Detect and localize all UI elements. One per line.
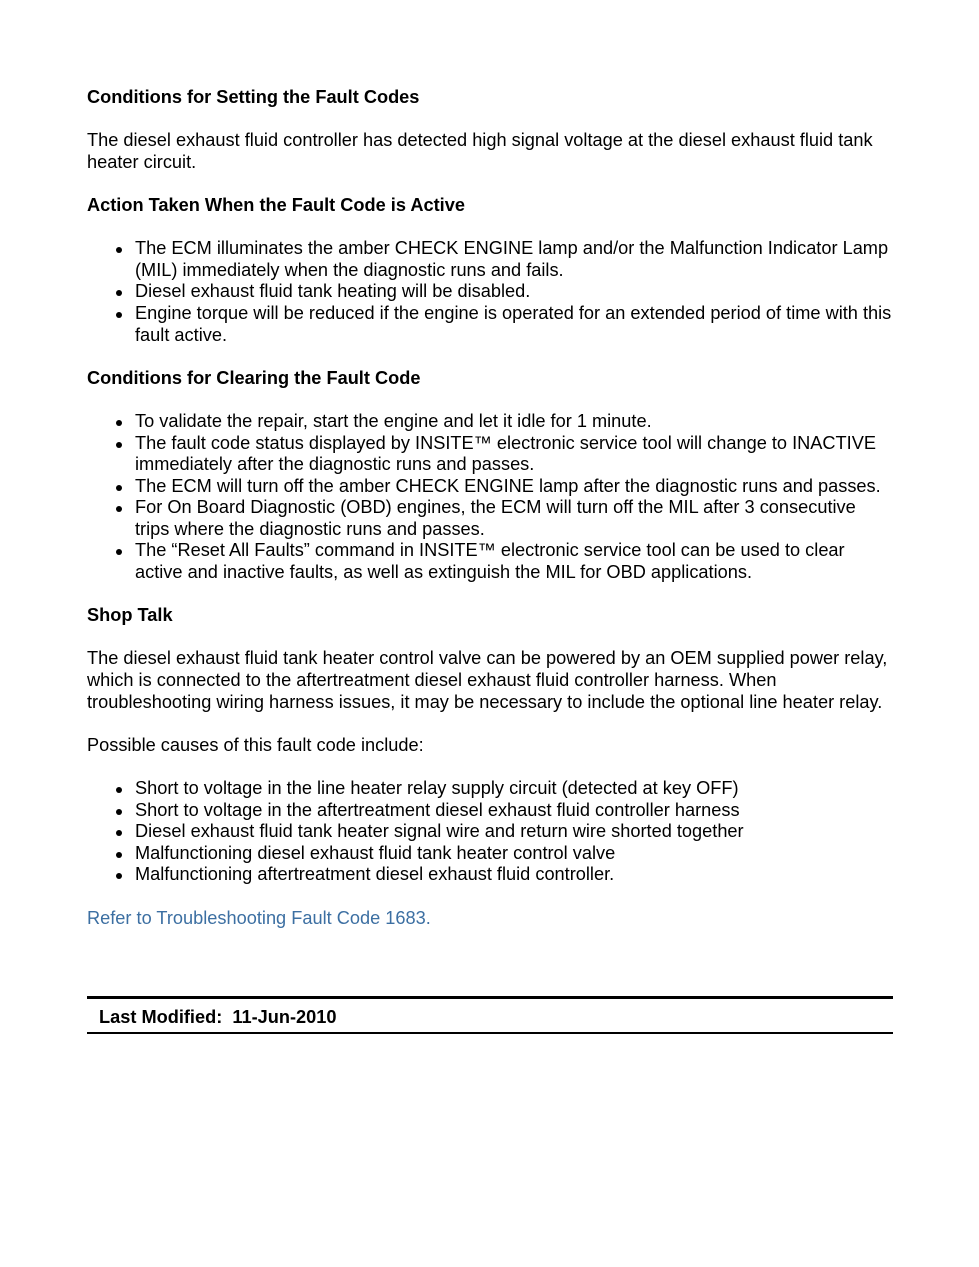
bullet-icon <box>116 485 122 491</box>
bullet-icon <box>116 852 122 858</box>
list-item <box>135 800 893 822</box>
list-item <box>135 303 893 346</box>
list-item <box>135 497 893 540</box>
list-item <box>135 864 893 886</box>
list-item <box>135 238 893 281</box>
bullet-icon <box>116 247 122 253</box>
bullet-icon <box>116 873 122 879</box>
list-item-text: The ECM illuminates the amber CHECK ENGINE lamp and/or the Malfunction Indicator Lamp (MIL) immediately when the diagnostic runs and fails. <box>135 238 889 280</box>
list-item-text: The ECM will turn off the amber CHECK ENGINE lamp after the diagnostic runs and passes. <box>135 475 881 496</box>
list-item-text: Malfunctioning diesel exhaust fluid tank heater control valve <box>135 842 616 863</box>
bullet-icon <box>116 549 122 555</box>
list-item-text: For On Board Diagnostic (OBD) engines, the ECM will turn off the MIL after 3 consecutive trips where the diagnostic runs and passes. <box>135 497 856 539</box>
troubleshooting-link[interactable]: Refer to Troubleshooting Fault Code 1683. <box>87 907 431 928</box>
bullet-icon <box>116 830 122 836</box>
heading-clearing-conditions: Conditions for Clearing the Fault Code <box>87 367 421 388</box>
list-item <box>135 843 893 865</box>
bullet-icon <box>116 787 122 793</box>
list-item-text: Malfunctioning aftertreatment diesel exhaust fluid controller. <box>135 864 615 885</box>
setting-conditions-text: The diesel exhaust fluid controller has detected high signal voltage at the diesel exhaust fluid tank heater circuit. <box>87 130 873 172</box>
bullet-icon <box>116 506 122 512</box>
list-item <box>135 411 893 433</box>
list-item-text: Short to voltage in the aftertreatment diesel exhaust fluid controller harness <box>135 799 740 820</box>
heading-shop-talk: Shop Talk <box>87 605 173 626</box>
list-item <box>135 476 893 498</box>
list-item-text: The “Reset All Faults” command in INSITE™ electronic service tool can be used to clear active and inactive faults, as well as extinguish the MIL for OBD applications. <box>135 540 845 583</box>
list-item-text: Engine torque will be reduced if the engine is operated for an extended period of time with this fault active. <box>135 302 892 345</box>
document-body <box>87 87 893 929</box>
shop-talk-text: The diesel exhaust fluid tank heater control valve can be powered by an OEM supplied power relay, which is connected to the aftertreatment diesel exhaust fluid controller harness. When troubleshooting wiring harness issues, it may be necessary to include the optional line heater relay. <box>87 648 888 712</box>
action-taken-list <box>87 238 893 346</box>
list-item-text: Diesel exhaust fluid tank heating will be disabled. <box>135 281 531 302</box>
list-item-text: To validate the repair, start the engine and let it idle for 1 minute. <box>135 410 652 431</box>
bullet-icon <box>116 290 122 296</box>
list-item <box>135 281 893 303</box>
last-modified-text: Last Modified: 11-Jun-2010 <box>99 1007 337 1027</box>
bullet-icon <box>116 420 122 426</box>
bullet-icon <box>116 312 122 318</box>
list-item-text: The fault code status displayed by INSITE™ electronic service tool will change to INACTIVE immediately after the diagnostic runs and passes. <box>135 432 876 475</box>
list-item-text: Diesel exhaust fluid tank heater signal wire and return wire shorted together <box>135 821 744 842</box>
list-item <box>135 821 893 843</box>
heading-action-taken: Action Taken When the Fault Code is Active <box>87 194 465 215</box>
list-item-text: Short to voltage in the line heater relay supply circuit (detected at key OFF) <box>135 778 739 798</box>
bullet-icon <box>116 442 122 448</box>
possible-causes-list <box>87 778 893 886</box>
list-item <box>135 433 893 476</box>
list-item <box>135 540 893 583</box>
possible-causes-intro: Possible causes of this fault code include: <box>87 734 424 755</box>
bullet-icon <box>116 809 122 815</box>
list-item <box>135 778 893 800</box>
heading-setting-conditions: Conditions for Setting the Fault Codes <box>87 87 420 107</box>
clearing-conditions-list <box>87 411 893 584</box>
last-modified-footer <box>87 996 893 1034</box>
